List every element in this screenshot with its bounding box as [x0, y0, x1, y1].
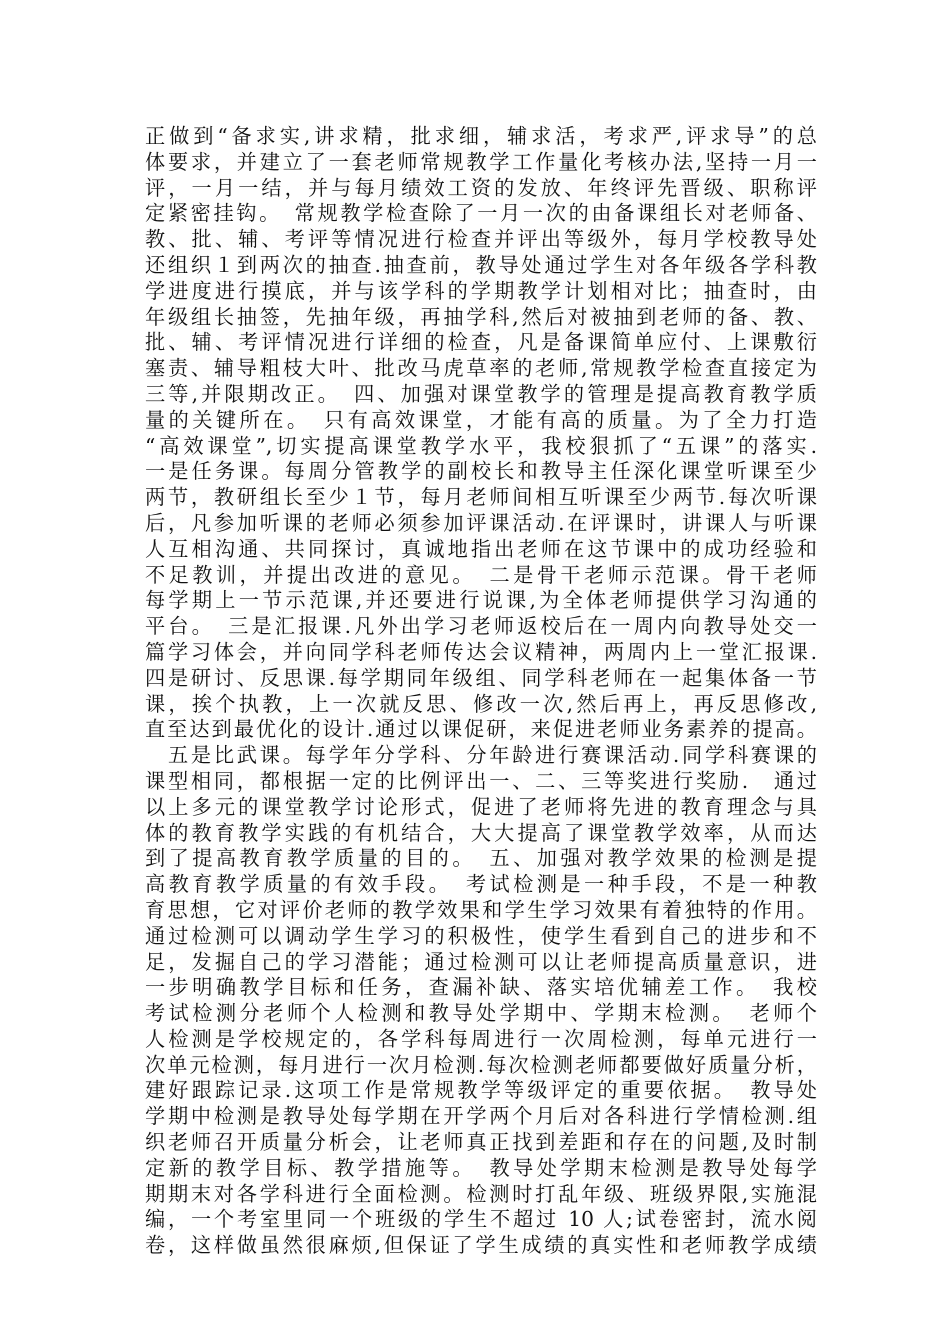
text-line: 评，一月一结，并与每月绩效工资的发放、年终评先晋级、职称评	[145, 175, 817, 200]
text-line: 考试检测分老师个人检测和教导处学期中、学期末检测。 老师个	[145, 1001, 817, 1026]
document-body	[145, 124, 817, 1259]
text-line: 塞责、辅导粗枝大叶、批改马虎草率的老师,常规教学检查直接定为	[145, 356, 817, 381]
text-line: 卷，这样做虽然很麻烦,但保证了学生成绩的真实性和老师教学成绩	[145, 1233, 817, 1258]
text-line: 还组织１到两次的抽查.抽查前，教导处通过学生对各年级各学科教	[145, 252, 817, 277]
text-line: 育思想，它对评价老师的教学效果和学生学习效果有着独特的作用。	[145, 897, 817, 922]
text-line: 次单元检测，每月进行一次月检测.每次检测老师都要做好质量分析，	[145, 1052, 817, 1077]
text-line: 批、辅、考评情况进行详细的检查，凡是备课简单应付、上课敷衍	[145, 330, 817, 355]
text-line: 不足教训，并提出改进的意见。 二是骨干老师示范课。骨干老师	[145, 562, 817, 587]
text-line: 篇学习体会，并向同学科老师传达会议精神，两周内上一堂汇报课.	[145, 639, 817, 664]
text-line: 后，凡参加听课的老师必须参加评课活动.在评课时，讲课人与听课	[145, 510, 817, 535]
text-line: 两节，教研组长至少１节，每月老师间相互听课至少两节.每次听课	[145, 485, 817, 510]
text-line: 到了提高教育教学质量的目的。 五、加强对教学效果的检测是提	[145, 846, 817, 871]
text-line: 直至达到最优化的设计.通过以课促研，来促进老师业务素养的提高。	[145, 717, 817, 742]
text-line: 高教育教学质量的有效手段。 考试检测是一种手段，不是一种教	[145, 872, 817, 897]
text-line: 一步明确教学目标和任务，查漏补缺、落实培优辅差工作。 我校	[145, 975, 817, 1000]
text-line: 建好跟踪记录.这项工作是常规教学等级评定的重要依据。 教导处	[145, 1078, 817, 1103]
text-line: 教、批、辅、考评等情况进行检查并评出等级外，每月学校教导处	[145, 227, 817, 252]
text-line: “高效课堂”,切实提高课堂教学水平，我校狠抓了“五课”的落实.	[145, 433, 817, 458]
text-line: 通过检测可以调动学生学习的积极性，使学生看到自己的进步和不	[145, 923, 817, 948]
text-line: 足，发掘自己的学习潜能；通过检测可以让老师提高质量意识，进	[145, 949, 817, 974]
text-line: 定新的教学目标、教学措施等。 教导处学期末检测是教导处每学	[145, 1155, 817, 1180]
text-line: 织老师召开质量分析会，让老师真正找到差距和存在的问题,及时制	[145, 1130, 817, 1155]
text-line: 课，挨个执教，上一次就反思、修改一次,然后再上，再反思修改,	[145, 691, 817, 716]
text-line: 学期中检测是教导处每学期在开学两个月后对各科进行学情检测.组	[145, 1104, 817, 1129]
text-line: 每学期上一节示范课,并还要进行说课,为全体老师提供学习沟通的	[145, 588, 817, 613]
text-line: 人互相沟通、共同探讨，真诚地指出老师在这节课中的成功经验和	[145, 536, 817, 561]
text-line: 五是比武课。每学年分学科、分年龄进行赛课活动.同学科赛课的	[145, 743, 817, 768]
text-line: 一是任务课。每周分管教学的副校长和教导主任深化课堂听课至少	[145, 459, 817, 484]
text-line: 正做到“备求实,讲求精，批求细，辅求活，考求严,评求导”的总	[145, 124, 817, 148]
text-line: 定紧密挂钩。 常规教学检查除了一月一次的由备课组长对老师备、	[145, 201, 817, 226]
text-line: 体的教育教学实践的有机结合，大大提高了课堂教学效率，从而达	[145, 820, 817, 845]
text-line: 课型相同，都根据一定的比例评出一、二、三等奖进行奖励. 通过	[145, 768, 817, 793]
text-line: 年级组长抽签，先抽年级，再抽学科,然后对被抽到老师的备、教、	[145, 304, 817, 329]
text-line: 三等,并限期改正。 四、加强对课堂教学的管理是提高教育教学质	[145, 381, 817, 406]
text-line: 期期末对各学科进行全面检测。检测时打乱年级、班级界限,实施混	[145, 1181, 817, 1206]
text-line: 编，一个考室里同一个班级的学生不超过 10 人;试卷密封，流水阅	[145, 1207, 817, 1232]
text-line: 以上多元的课堂教学讨论形式，促进了老师将先进的教育理念与具	[145, 794, 817, 819]
text-line: 人检测是学校规定的，各学科每周进行一次周检测，每单元进行一	[145, 1026, 817, 1051]
text-line: 学进度进行摸底，并与该学科的学期教学计划相对比；抽查时，由	[145, 278, 817, 303]
text-line: 平台。 三是汇报课.凡外出学习老师返校后在一周内向教导处交一	[145, 614, 817, 639]
text-line: 量的关键所在。 只有高效课堂，才能有高的质量。为了全力打造	[145, 407, 817, 432]
text-line: 体要求，并建立了一套老师常规教学工作量化考核办法,坚持一月一	[145, 149, 817, 174]
text-line: 四是研讨、反思课.每学期同年级组、同学科老师在一起集体备一节	[145, 665, 817, 690]
